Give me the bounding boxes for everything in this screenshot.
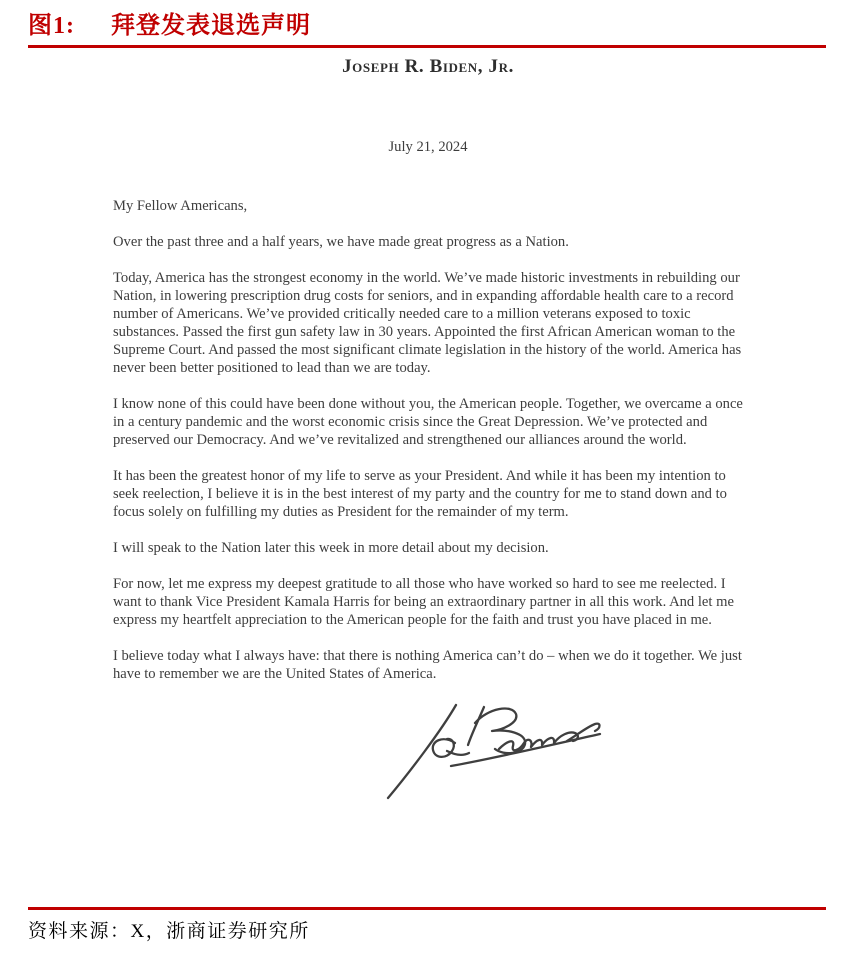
letter-paragraph: Over the past three and a half years, we have made great progress as a Nation. xyxy=(113,234,569,250)
biden-letter xyxy=(113,58,743,803)
bottom-divider-rule xyxy=(28,907,826,910)
letter-salutation: My Fellow Americans, xyxy=(113,198,248,214)
letter-paragraph: For now, let me express my deepest gratitude to all those who have worked so hard to see me reelected. I want to thank Vice President Kamala Harris for being an extraordinary partner in all this work. And let me express my heartfelt appreciation to the American people for the faith and trust you have placed in me. xyxy=(113,576,734,628)
letter-paragraph: I know none of this could have been done without you, the American people. Together, we overcame a once in a century pandemic and the worst economic crisis since the Great Depression. We’ve protected and preserved our Democracy. And we’ve revitalized and strengthened our alliances around the world. xyxy=(113,396,743,448)
letter-date: July 21, 2024 xyxy=(388,139,468,155)
figure-number-label: 图1: xyxy=(28,13,75,39)
letter-paragraph: I will speak to the Nation later this week in more detail about my decision. xyxy=(113,540,549,556)
signature-strokes xyxy=(388,705,600,798)
letter-paragraph: It has been the greatest honor of my life to serve as your President. And while it has been my intention to seek reelection, I believe it is in the best interest of my party and the country for me to stand down and to focus solely on fulfilling my duties as President for the remainder of my term. xyxy=(113,468,727,520)
letterhead-name: Joseph R. Biden, Jr. xyxy=(342,56,514,77)
top-divider-rule xyxy=(28,45,826,48)
figure-caption xyxy=(28,5,311,40)
biden-signature xyxy=(381,701,613,803)
letter-paragraph: I believe today what I always have: that there is nothing America can’t do – when we do it together. We just have to remember we are the United States of America. xyxy=(113,648,742,682)
source-attribution: 资料来源：X，浙商证券研究所 xyxy=(28,921,310,942)
letter-body xyxy=(113,197,743,683)
letter-paragraph: Today, America has the strongest economy in the world. We’ve made historic investments in rebuilding our Nation, in lowering prescription drug costs for seniors, and in expanding affordable health care to a record number of Americans. We’ve provided critically needed care to a million veterans exposed to toxic substances. Passed the first gun safety law in 30 years. Appointed the first African American woman to the Supreme Court. And passed the most significant climate legislation in the history of the world. America has never been better positioned to lead than we are today. xyxy=(113,270,742,376)
figure-title: 拜登发表退选声明 xyxy=(111,13,311,39)
